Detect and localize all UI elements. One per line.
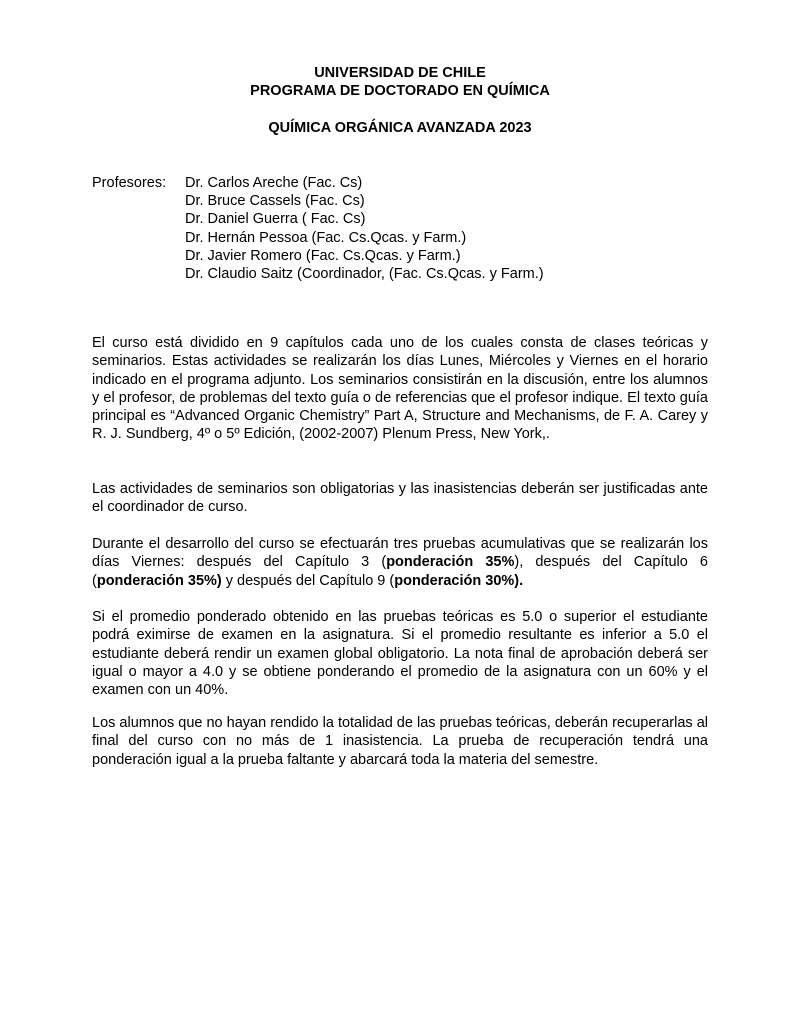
evaluation-text: Durante el desarrollo del curso se efectuarán tres pruebas acumulativas que se realizarán los días Viernes: después del Capítulo 3 ( <box>92 536 708 571</box>
professors-list <box>185 174 715 283</box>
professor-item: Dr. Daniel Guerra ( Fac. Cs) <box>185 211 366 228</box>
professor-item: Dr. Bruce Cassels (Fac. Cs) <box>185 193 365 210</box>
grading-paragraph: Si el promedio ponderado obtenido en las pruebas teóricas es 5.0 o superior el estudiante podrá eximirse de examen en la asignatura. Si el promedio resultante es inferior a 5.0 el estudiante deberá rendir un examen global obligatorio. La nota final de aprobación deberá ser igual o mayor a 4.0 y se obtiene ponderando el promedio de la asignatura con un 60% y el examen con un 40%. <box>92 609 708 699</box>
recovery-test-paragraph: Los alumnos que no hayan rendido la totalidad de las pruebas teóricas, deberán recuperarlas al final del curso con no más de 1 inasistencia. La prueba de recuperación tendrá una ponderación igual a la prueba faltante y abarcará toda la materia del semestre. <box>92 715 708 768</box>
university-name: UNIVERSIDAD DE CHILE <box>314 65 486 81</box>
professor-item: Dr. Claudio Saitz (Coordinador, (Fac. Cs.Qcas. y Farm.) <box>185 266 544 283</box>
course-structure-paragraph: El curso está dividido en 9 capítulos cada uno de los cuales consta de clases teóricas y seminarios. Estas actividades se realizarán los días Lunes, Miércoles y Viernes en el horario indicado en el programa adjunto. Los seminarios consistirán en la discusión, entre los alumnos y el profesor, de problemas del texto guía o de referencias que el profesor indique. El texto guía principal es “Advanced Organic Chemistry” Part A, Structure and Mechanisms, de F. A. Carey y R. J. Sundberg, 4º o 5º Edición, (2002-2007) Plenum Press, New York,. <box>92 335 708 443</box>
evaluation-paragraph <box>92 535 708 590</box>
weight-test-3: ponderación 30%). <box>394 572 524 589</box>
professor-item: Dr. Javier Romero (Fac. Cs.Qcas. y Farm.) <box>185 247 461 264</box>
evaluation-text: y después del Capítulo 9 ( <box>221 572 395 589</box>
professor-item: Dr. Carlos Areche (Fac. Cs) <box>185 175 363 191</box>
course-name: QUÍMICA ORGÁNICA AVANZADA 2023 <box>268 120 532 136</box>
weight-test-2: ponderación 35%) <box>96 572 222 589</box>
evaluation-text: ), después del Capítulo 6 ( <box>92 554 708 589</box>
seminar-attendance-paragraph: Las actividades de seminarios son obligatorias y las inasistencias deberán ser justificadas ante el coordinador de curso. <box>92 481 708 516</box>
weight-test-1: ponderación 35% <box>386 554 515 571</box>
university-heading <box>92 64 708 82</box>
course-title <box>92 119 708 137</box>
professor-item: Dr. Hernán Pessoa (Fac. Cs.Qcas. y Farm.) <box>185 229 467 246</box>
program-heading <box>92 82 708 100</box>
professors-label: Profesores: <box>92 175 167 191</box>
program-name: PROGRAMA DE DOCTORADO EN QUÍMICA <box>250 83 550 99</box>
